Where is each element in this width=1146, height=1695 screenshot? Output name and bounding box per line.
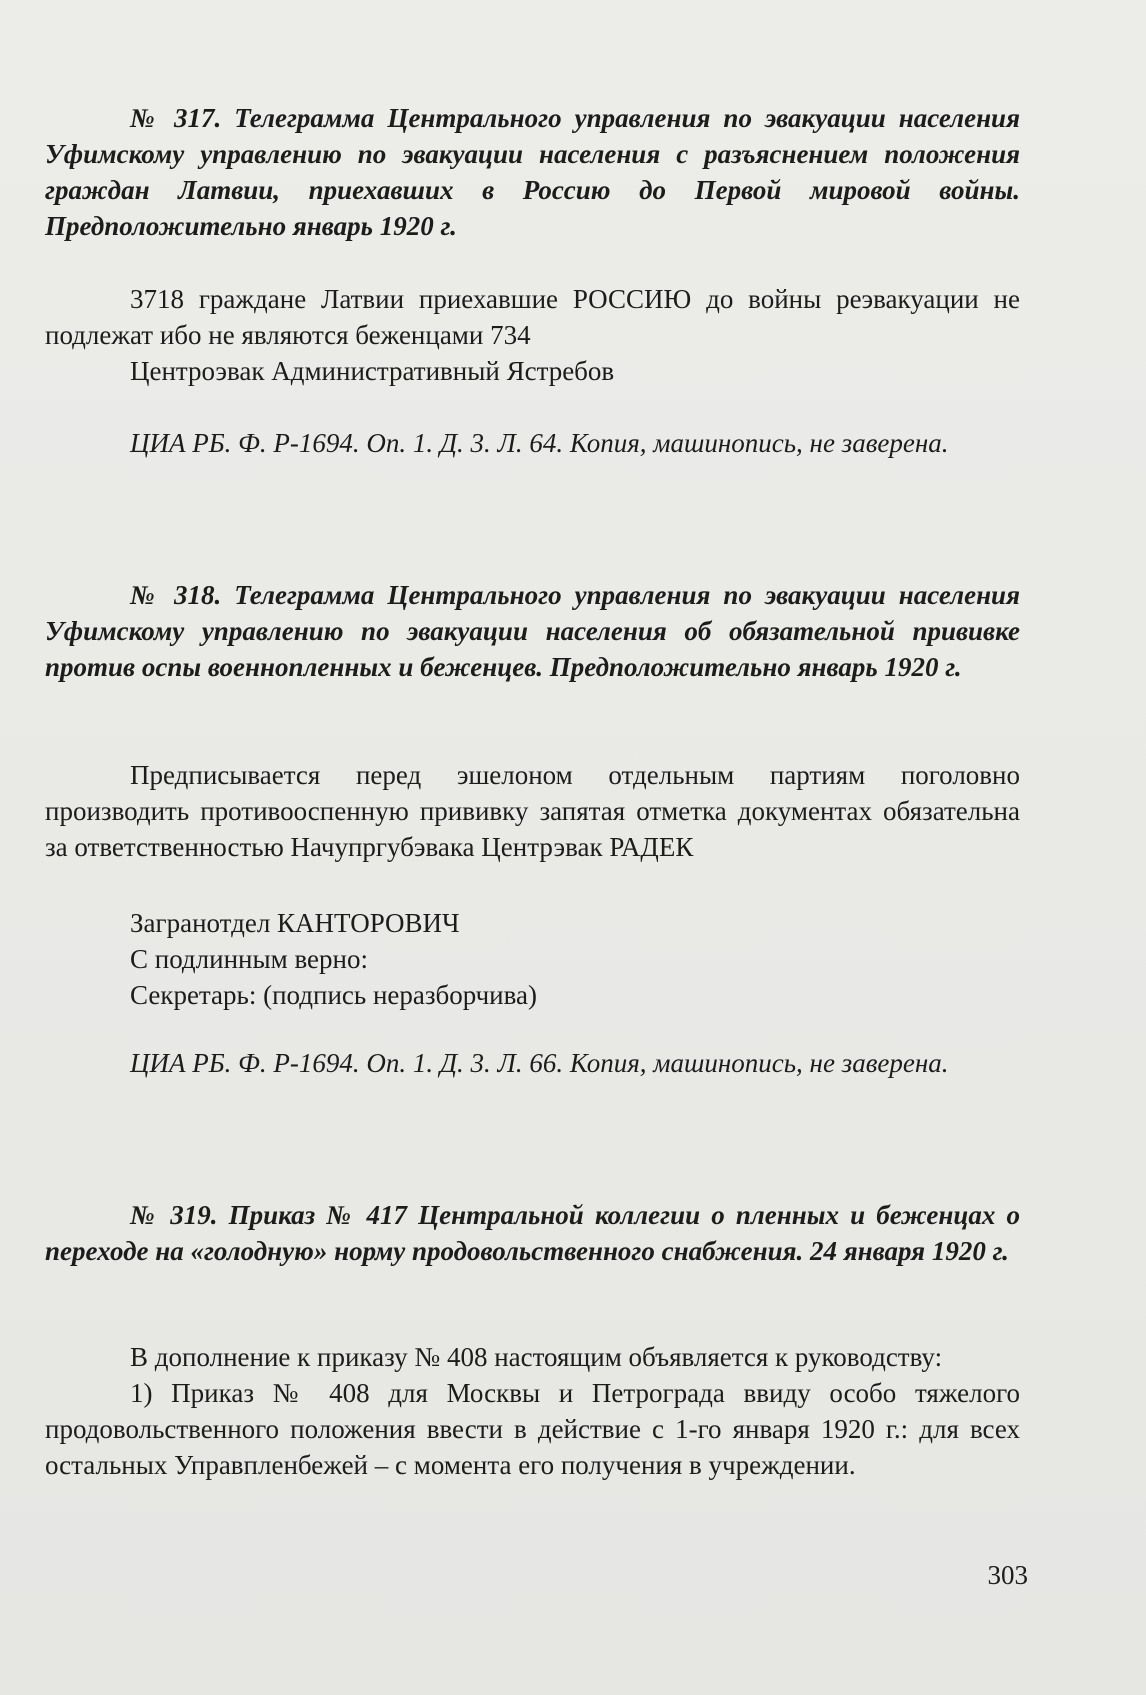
page-number: 303 [987, 1560, 1028, 1590]
doc-319-heading-block [45, 1197, 1020, 1269]
doc-319-para-2: 1) Приказ № 408 для Москвы и Петрограда ввиду особо тяжелого продовольственного положения ввести в действие с 1-го января 1920 г.: для всех остальных Управпленбежей – с момента его получения в учреждении. [45, 1378, 1020, 1480]
doc-319-para-1: В дополнение к приказу № 408 настоящим объявляется к руководству: [130, 1342, 943, 1372]
doc-318-source: ЦИА РБ. Ф. Р-1694. Оп. 1. Д. 3. Л. 66. Копия, машинопись, не заверена. [130, 1048, 949, 1078]
doc-318-text: Предписывается перед эшелоном отдельным партиям поголовно производить противооспенную прививку запятая отметка документах обязательна за ответственностью Начупргубэвака Центрэвак РАДЕК [45, 760, 1020, 862]
doc-319-body [45, 1339, 1020, 1483]
doc-317-heading: № 317. Телеграмма Центрального управления по эвакуации населения Уфимскому управлению по эвакуации населения с разъяснением положения граждан Латвии, приехавших в Россию до Первой мировой войны. Предположительно январь 1920 г. [45, 103, 1020, 241]
doc-317-heading-block [45, 100, 1020, 244]
doc-318-line-2: С подлинным верно: [130, 944, 368, 974]
doc-317-source: ЦИА РБ. Ф. Р-1694. Оп. 1. Д. 3. Л. 64. Копия, машинопись, не заверена. [130, 428, 949, 458]
doc-318-body [45, 757, 1020, 865]
doc-318-line-3: Секретарь: (подпись неразборчива) [130, 980, 537, 1010]
doc-318-heading: № 318. Телеграмма Центрального управления по эвакуации населения Уфимскому управлению по эвакуации населения об обязательной прививке против оспы военнопленных и беженцев. Предположительно январь 1920 г. [45, 580, 1020, 682]
doc-317-signature: Центроэвак Административный Ястребов [130, 356, 615, 386]
doc-317-text: 3718 граждане Латвии приехавшие РОССИЮ до войны реэвакуации не подлежат ибо не являются беженцами 734 [45, 284, 1020, 350]
doc-318-source-block [45, 1045, 1020, 1081]
doc-318-line-1: Загранотдел КАНТОРОВИЧ [130, 908, 460, 938]
doc-318-heading-block [45, 577, 1020, 685]
doc-317-body [45, 281, 1020, 389]
doc-318-signatures [45, 905, 1020, 1013]
doc-319-heading: № 319. Приказ № 417 Центральной коллегии о пленных и беженцах о переходе на «голодную» норму продовольственного снабжения. 24 января 1920 г. [45, 1200, 1020, 1266]
doc-317-source-block [45, 425, 1020, 461]
